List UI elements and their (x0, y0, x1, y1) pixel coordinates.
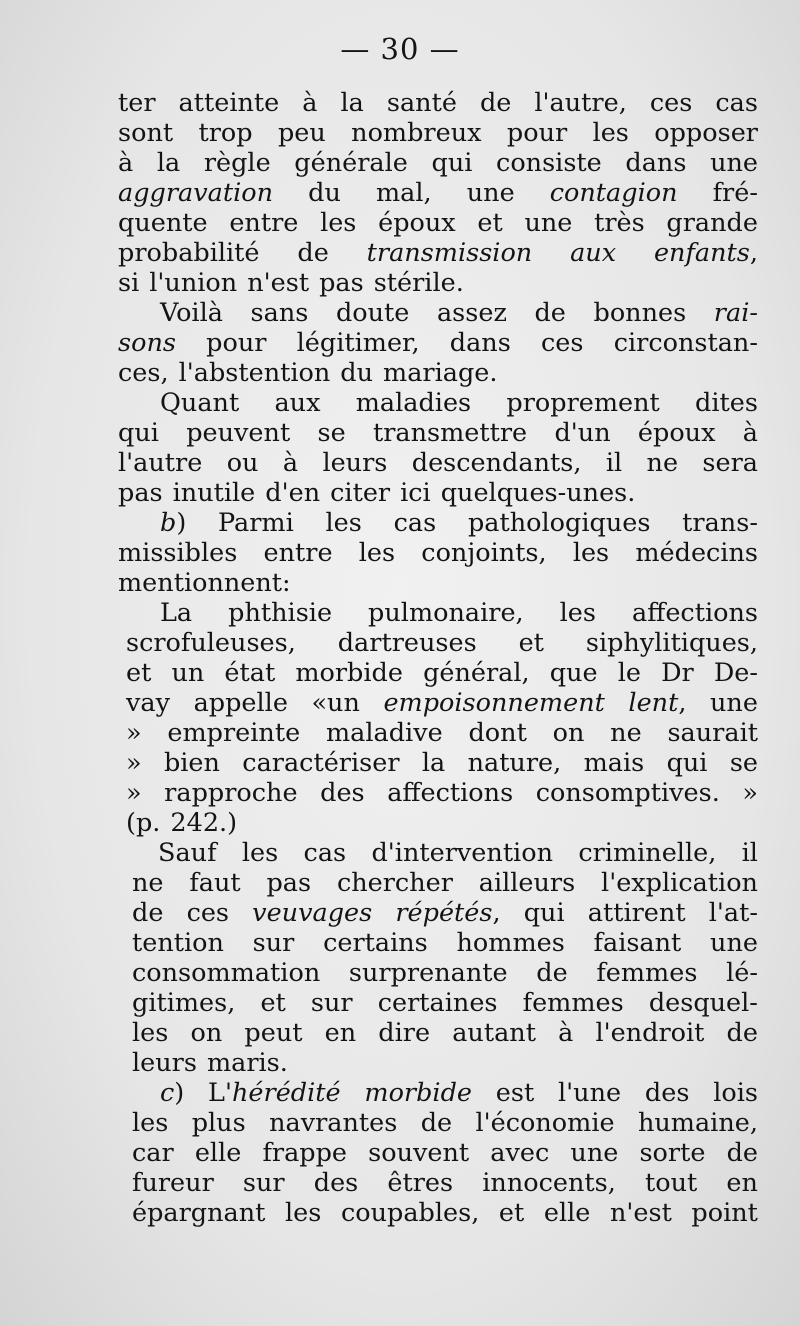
word: quelques-unes. (440, 478, 636, 508)
word: sur (252, 928, 295, 958)
word: circonstan- (613, 328, 758, 358)
word: une (524, 208, 573, 238)
word: » (126, 748, 142, 778)
word: desquel- (648, 988, 758, 1018)
word: générale (294, 148, 408, 178)
word: les (325, 508, 362, 538)
word: surprenante (348, 958, 508, 988)
word: les (132, 1018, 169, 1048)
text-line (118, 508, 758, 538)
text-line (118, 208, 758, 238)
word: 242.) (170, 808, 238, 838)
word: pour (506, 118, 568, 148)
word: aggravation (118, 178, 274, 208)
word: êtres (387, 1168, 454, 1198)
word: sont (118, 118, 174, 148)
word: cas (715, 88, 758, 118)
word: répétés, (395, 898, 501, 928)
word: probabilité (118, 238, 260, 268)
text-line (118, 628, 758, 658)
word: se (317, 418, 346, 448)
word: très (594, 208, 645, 238)
word: l'at- (708, 898, 758, 928)
word: femmes (522, 988, 624, 1018)
word: pas (266, 868, 312, 898)
word: bien (163, 748, 220, 778)
word: de (297, 238, 329, 268)
word: rapproche (164, 778, 298, 808)
text-line (118, 268, 758, 298)
word: à (742, 418, 758, 448)
word: que (549, 658, 598, 688)
word: sans (250, 298, 309, 328)
word: Voilà (160, 298, 223, 328)
word: ter (118, 88, 156, 118)
word: un (171, 658, 205, 688)
word: empreinte (167, 718, 301, 748)
word: n'est (609, 1198, 672, 1228)
word: ces (186, 898, 230, 928)
word: gitimes, (132, 988, 236, 1018)
word: légitimer, (296, 328, 420, 358)
word: descendants, (411, 448, 582, 478)
word: opposer (654, 118, 758, 148)
word: souvent (368, 1138, 470, 1168)
word: plus (191, 1108, 246, 1138)
word: mentionnent: (118, 568, 291, 598)
word: point (691, 1198, 758, 1228)
word: ici (400, 478, 431, 508)
text-line (118, 568, 758, 598)
word: la (340, 88, 364, 118)
word: quente (118, 208, 208, 238)
word: navrantes (269, 1108, 398, 1138)
word: aux (570, 238, 617, 268)
word: mal, (375, 178, 432, 208)
word: De- (713, 658, 758, 688)
text-line (118, 358, 758, 388)
word: trop (198, 118, 253, 148)
word: sur (242, 1168, 285, 1198)
text-line (118, 1048, 758, 1078)
word: c) (160, 1078, 185, 1108)
word: de (726, 1018, 758, 1048)
word: ou (226, 448, 259, 478)
word: femmes (596, 958, 698, 988)
word: fré- (712, 178, 758, 208)
word: ces (649, 88, 693, 118)
text-line (118, 1078, 758, 1108)
word: peut (244, 1018, 303, 1048)
word: car (132, 1138, 174, 1168)
word: la (421, 748, 446, 778)
word: grande (666, 208, 758, 238)
word: doute (335, 298, 410, 328)
word: et (260, 988, 286, 1018)
word: les (285, 1198, 322, 1228)
word: trans- (682, 508, 758, 538)
text-line (118, 838, 758, 868)
word: une (570, 1138, 619, 1168)
text-line (118, 718, 758, 748)
word: citer (330, 478, 391, 508)
text-line (118, 418, 758, 448)
text-line (118, 958, 758, 988)
word: transmettre (372, 418, 528, 448)
word: entre (263, 538, 333, 568)
word: elle (543, 1198, 591, 1228)
word: de (726, 1138, 758, 1168)
text-line (118, 658, 758, 688)
word: aux (274, 388, 321, 418)
word: cas (303, 838, 347, 868)
word: général, (423, 658, 530, 688)
word: les (592, 118, 629, 148)
word: et (518, 628, 544, 658)
word: chercher (336, 868, 453, 898)
word: » (742, 778, 758, 808)
word: les (358, 538, 396, 568)
word: caractériser (242, 748, 400, 778)
word: nature, (467, 748, 562, 778)
word: b) (160, 508, 187, 538)
word: consomptives. (535, 778, 720, 808)
word: épargnant (132, 1198, 266, 1228)
word: fureur (132, 1168, 214, 1198)
word: hommes (456, 928, 565, 958)
word: dire (378, 1018, 431, 1048)
text-line (118, 778, 758, 808)
word: affections (632, 598, 758, 628)
word: d'un (554, 418, 611, 448)
word: on (190, 1018, 223, 1048)
word: une (710, 148, 758, 178)
word: nombreux (351, 118, 482, 148)
word: mariage. (383, 358, 498, 388)
word: lois (713, 1078, 758, 1108)
word: ne (610, 718, 642, 748)
word: lent, (628, 688, 687, 718)
word: enfants, (653, 238, 758, 268)
word: sons (118, 328, 176, 358)
text-line (118, 478, 758, 508)
word: «un (311, 688, 360, 718)
word: époux (637, 418, 716, 448)
word: dans (625, 148, 687, 178)
word: en (726, 1168, 758, 1198)
word: le (617, 658, 641, 688)
word: L'hérédité (208, 1078, 341, 1108)
word: cas (393, 508, 437, 538)
word: maladies (355, 388, 472, 418)
word: du (308, 178, 341, 208)
word: il (605, 448, 623, 478)
word: (p. (126, 808, 161, 838)
word: coupables, (340, 1198, 480, 1228)
text-line (118, 688, 758, 718)
word: il (741, 838, 758, 868)
word: qui (431, 148, 473, 178)
word: de (420, 1108, 453, 1138)
word: de (132, 898, 164, 928)
word: des (313, 1168, 359, 1198)
word: l'endroit (595, 1018, 705, 1048)
word: dites (695, 388, 758, 418)
word: ne (132, 868, 164, 898)
word: autant (452, 1018, 536, 1048)
text-line (118, 388, 758, 418)
text-line (118, 808, 758, 838)
text-line (118, 448, 758, 478)
word: criminelle, (578, 838, 717, 868)
word: sorte (639, 1138, 706, 1168)
word: Sauf (158, 838, 217, 868)
text-line (118, 148, 758, 178)
word: tout (645, 1168, 698, 1198)
word: dont (468, 718, 527, 748)
text-line (118, 748, 758, 778)
word: tention (132, 928, 224, 958)
word: attirent (587, 898, 686, 928)
word: atteinte (178, 88, 280, 118)
word: Quant (160, 388, 240, 418)
word: une (710, 688, 758, 718)
word: » (126, 778, 142, 808)
text-line (118, 238, 758, 268)
word: les (559, 598, 596, 628)
word: l'explication (601, 868, 758, 898)
word: si (118, 268, 140, 298)
word: en (324, 1018, 357, 1048)
word: est (495, 1078, 535, 1108)
word: les (320, 208, 357, 238)
word: inutile (172, 478, 256, 508)
text-line (118, 1138, 758, 1168)
word: l'autre, (534, 88, 627, 118)
word: du (340, 358, 374, 388)
word: appelle (193, 688, 288, 718)
word: certaines (377, 988, 498, 1018)
word: humaine, (637, 1108, 758, 1138)
word: état (224, 658, 276, 688)
word: peuvent (186, 418, 291, 448)
word: maris. (206, 1048, 288, 1078)
word: frappe (262, 1138, 348, 1168)
word: missibles (118, 538, 238, 568)
word: mais (583, 748, 645, 778)
word: Parmi (218, 508, 294, 538)
word: l'union (149, 268, 238, 298)
word: bonnes (593, 298, 687, 328)
word: de (534, 298, 566, 328)
word: consommation (132, 958, 321, 988)
word: pathologiques (467, 508, 651, 538)
word: qui (118, 418, 159, 448)
text-line (118, 898, 758, 928)
word: à (282, 448, 299, 478)
word: leurs (132, 1048, 197, 1078)
word: l'autre (118, 448, 203, 478)
word: des (320, 778, 365, 808)
text-line (118, 1198, 758, 1228)
text-line (118, 538, 758, 568)
text-line (118, 298, 758, 328)
body-text (118, 88, 758, 1228)
word: les (132, 1108, 169, 1138)
word: stérile. (373, 268, 464, 298)
word: faisant (593, 928, 682, 958)
word: rai- (713, 298, 758, 328)
word: morbide (295, 658, 403, 688)
word: à (302, 88, 318, 118)
word: vay (126, 688, 171, 718)
word: maladive (325, 718, 443, 748)
word: pas (319, 268, 364, 298)
word: qui (523, 898, 565, 928)
word: de (479, 88, 512, 118)
text-line (118, 118, 758, 148)
word: époux (378, 208, 456, 238)
word: d'intervention (371, 838, 553, 868)
word: entre (229, 208, 299, 238)
word: les (241, 838, 279, 868)
word: peu (277, 118, 326, 148)
word: santé (386, 88, 457, 118)
word: d'en (265, 478, 321, 508)
word: se (729, 748, 758, 778)
word: proprement (506, 388, 660, 418)
word: leurs (322, 448, 388, 478)
word: à (118, 148, 134, 178)
word: dans (449, 328, 511, 358)
word: morbide (364, 1078, 473, 1108)
page-number: — 30 — (340, 32, 460, 66)
word: ne (646, 448, 679, 478)
word: scrofuleuses, (126, 628, 296, 658)
word: affections (387, 778, 514, 808)
word: innocents, (482, 1168, 616, 1198)
word: qui (666, 748, 708, 778)
word: des (644, 1078, 690, 1108)
word: on (552, 718, 585, 748)
word: de (536, 958, 568, 988)
word: avec (490, 1138, 550, 1168)
word: une (710, 928, 758, 958)
word: consiste (496, 148, 602, 178)
text-line (118, 1108, 758, 1138)
word: lé- (726, 958, 758, 988)
word: siphylitiques, (585, 628, 758, 658)
word: pulmonaire, (368, 598, 524, 628)
word: et (477, 208, 503, 238)
word: elle (194, 1138, 242, 1168)
word: » (126, 718, 142, 748)
word: pas (118, 478, 163, 508)
word: faut (189, 868, 241, 898)
word: empoisonnement (383, 688, 605, 718)
word: veuvages (252, 898, 373, 928)
word: la (156, 148, 181, 178)
word: phthisie (228, 598, 333, 628)
text-line (118, 598, 758, 628)
word: n'est (247, 268, 310, 298)
word: et (498, 1198, 525, 1228)
word: à (558, 1018, 574, 1048)
word: ces (541, 328, 584, 358)
word: pour (206, 328, 267, 358)
word: conjoints, (421, 538, 547, 568)
word: Dr (661, 658, 694, 688)
text-line (118, 928, 758, 958)
word: transmission (366, 238, 533, 268)
word: l'abstention (178, 358, 331, 388)
text-line (118, 1018, 758, 1048)
word: l'une (558, 1078, 622, 1108)
word: sur (310, 988, 353, 1018)
word: dartreuses (337, 628, 477, 658)
text-line (118, 1168, 758, 1198)
word: certains (323, 928, 428, 958)
word: saurait (667, 718, 758, 748)
word: ailleurs (478, 868, 576, 898)
word: sera (702, 448, 758, 478)
text-line (118, 178, 758, 208)
word: et (126, 658, 152, 688)
word: les (572, 538, 610, 568)
word: La (160, 598, 193, 628)
word: l'économie (475, 1108, 615, 1138)
word: contagion (549, 178, 678, 208)
text-line (118, 988, 758, 1018)
word: ces, (118, 358, 169, 388)
word: assez (436, 298, 507, 328)
text-line (118, 88, 758, 118)
word: une (466, 178, 515, 208)
word: médecins (635, 538, 758, 568)
text-line (118, 328, 758, 358)
text-line (118, 868, 758, 898)
word: règle (203, 148, 271, 178)
